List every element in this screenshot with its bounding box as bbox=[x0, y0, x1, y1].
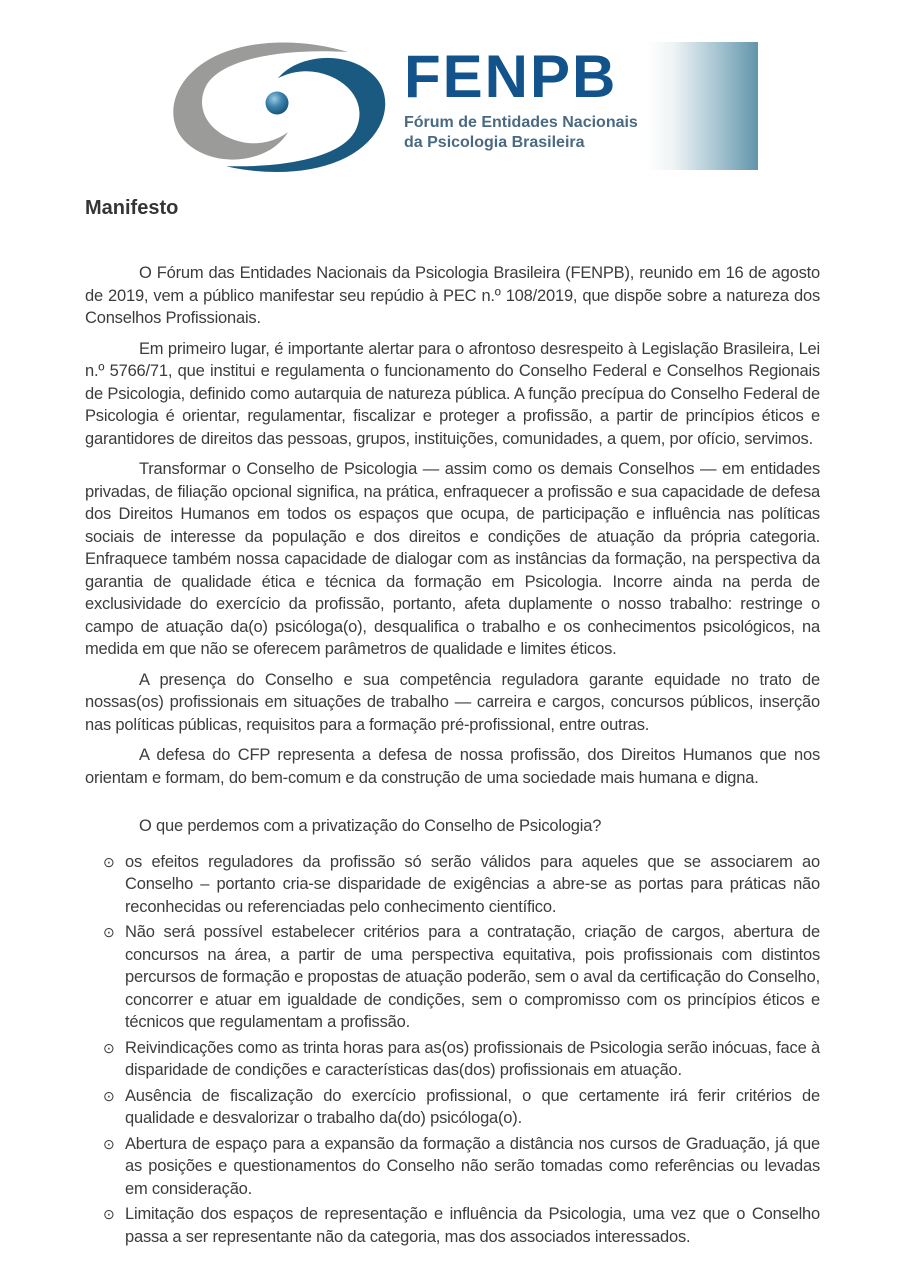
document-header bbox=[0, 0, 904, 172]
page-title: Manifesto bbox=[85, 197, 179, 219]
paragraph-5: A defesa do CFP representa a defesa de nossa profissão, dos Direitos Humanos que nos orientam e formam, do bem-comum e da construção de uma sociedade mais humana e digna. bbox=[85, 746, 820, 787]
logo-acronym: FENPB bbox=[404, 43, 618, 110]
logo-subtitle bbox=[404, 113, 642, 153]
paragraph-2: Em primeiro lugar, é importante alertar para o afrontoso desrespeito à Legislação Brasileira, Lei n.º 5766/71, que institui e regulamenta o funcionamento do Conselho Federal e Conselhos Regionais de Psicologia, definido como autarquia de natureza pública. A função precípua do Conselho Federal de Psicologia é orientar, regulamentar, fiscalizar e proteger a profissão, a partir de princípios éticos e garantidores de direitos das pessoas, grupos, instituições, comunidades, a quem, por ofício, servimos. bbox=[85, 339, 820, 448]
circled-dot-bullet-icon: ⊙ bbox=[103, 1087, 115, 1104]
paragraph-3: Transformar o Conselho de Psicologia — assim como os demais Conselhos — em entidades privadas, de filiação opcional significa, na prática, enfraquecer a profissão e sua capacidade de defesa dos Direitos Humanos em todos os espaços que ocupa, de participação e influência nas políticas sociais de interesse da população e dos direitos e condições de atuação da própria categoria. Enfraquece também nossa capacidade de dialogar com as instâncias da formação, na perspectiva da garantia de qualidade ética e técnica da formação em Psicologia. Incorre ainda na perda de exclusividade do exercício da profissão, portanto, afeta duplamente o nosso trabalho: restringe o campo de atuação da(o) psicóloga(o), desqualifica o trabalho e os conhecimentos psicológicos, na medida em que não se oferecem parâmetros de qualidade e limites éticos. bbox=[85, 460, 820, 658]
list-item bbox=[85, 851, 820, 919]
bullet-text: os efeitos reguladores da profissão só serão válidos para aqueles que se associarem ao Conselho – portanto cria-se disparidade de exigências a abre-se as portas para práticas não reconhecidas ou referenciadas pelo conhecimento científico. bbox=[125, 852, 820, 916]
list-item bbox=[85, 1203, 820, 1248]
logo-subtitle-line2: da Psicologia Brasileira bbox=[404, 134, 585, 151]
list-item bbox=[85, 1037, 820, 1082]
bullet-text: Abertura de espaço para a expansão da formação a distância nos cursos de Graduação, já que as posições e questionamentos do Conselho não serão tomadas como referências ou levadas em consideração. bbox=[125, 1134, 820, 1198]
circled-dot-bullet-icon: ⊙ bbox=[103, 1206, 115, 1222]
paragraph-4: A presença do Conselho e sua competência reguladora garante equidade no trato de nossas(os) profissionais em situações de trabalho — carreira e cargos, concursos públicos, inserção nas políticas públicas, requisitos para a formação pré-profissional, entre outras. bbox=[85, 670, 820, 734]
bullet-text: Limitação dos espaços de representação e influência da Psicologia, uma vez que o Conselho passa a ser representante não da categoria, mas dos associados interessados. bbox=[125, 1205, 820, 1246]
bullet-text: Reivindicações como as trinta horas para as(os) profissionais de Psicologia serão inócuas, face à disparidade de condições e características das(dos) profissionais em atuação. bbox=[125, 1038, 820, 1079]
bullet-list bbox=[85, 851, 820, 1249]
logo-subtitle-line1: Fórum de Entidades Nacionais bbox=[404, 114, 638, 131]
fenpb-logo-icon bbox=[158, 38, 398, 172]
paragraph-1: O Fórum das Entidades Nacionais da Psicologia Brasileira (FENPB), reunido em 16 de agosto de 2019, vem a público manifestar seu repúdio à PEC n.º 108/2019, que dispõe sobre a natureza dos Conselhos Profissionais. bbox=[85, 264, 820, 327]
circled-dot-bullet-icon: ⊙ bbox=[103, 924, 115, 940]
manifesto-content bbox=[0, 196, 904, 1248]
bullet-text: Não será possível estabelecer critérios para a contratação, criação de cargos, abertura de concursos na área, a partir de uma perspectiva equitativa, pois profissionais com distintos percursos de formação e propostas de atuação poderão, sem o aval da certificação do Conselho, concorrer e atuar em igualdade de condições, sem o compromisso com os princípios éticos e técnicos que regulamentam a profissão. bbox=[125, 923, 820, 1031]
logo-ball-icon bbox=[266, 92, 289, 115]
circled-dot-bullet-icon: ⊙ bbox=[103, 1039, 115, 1056]
list-item bbox=[85, 921, 820, 1034]
list-item bbox=[85, 1085, 820, 1130]
logo-text bbox=[404, 43, 642, 153]
bullet-text: Ausência de fiscalização do exercício profissional, o que certamente irá ferir critérios de qualidade e desvalorizar o trabalho da(do) psicóloga(o). bbox=[125, 1086, 820, 1127]
circled-dot-bullet-icon: ⊙ bbox=[103, 1135, 115, 1152]
list-item bbox=[85, 1133, 820, 1201]
question-line: O que perdemos com a privatização do Conselho de Psicologia? bbox=[139, 817, 602, 835]
header-gradient-bar bbox=[646, 42, 758, 170]
circled-dot-bullet-icon: ⊙ bbox=[103, 853, 115, 870]
